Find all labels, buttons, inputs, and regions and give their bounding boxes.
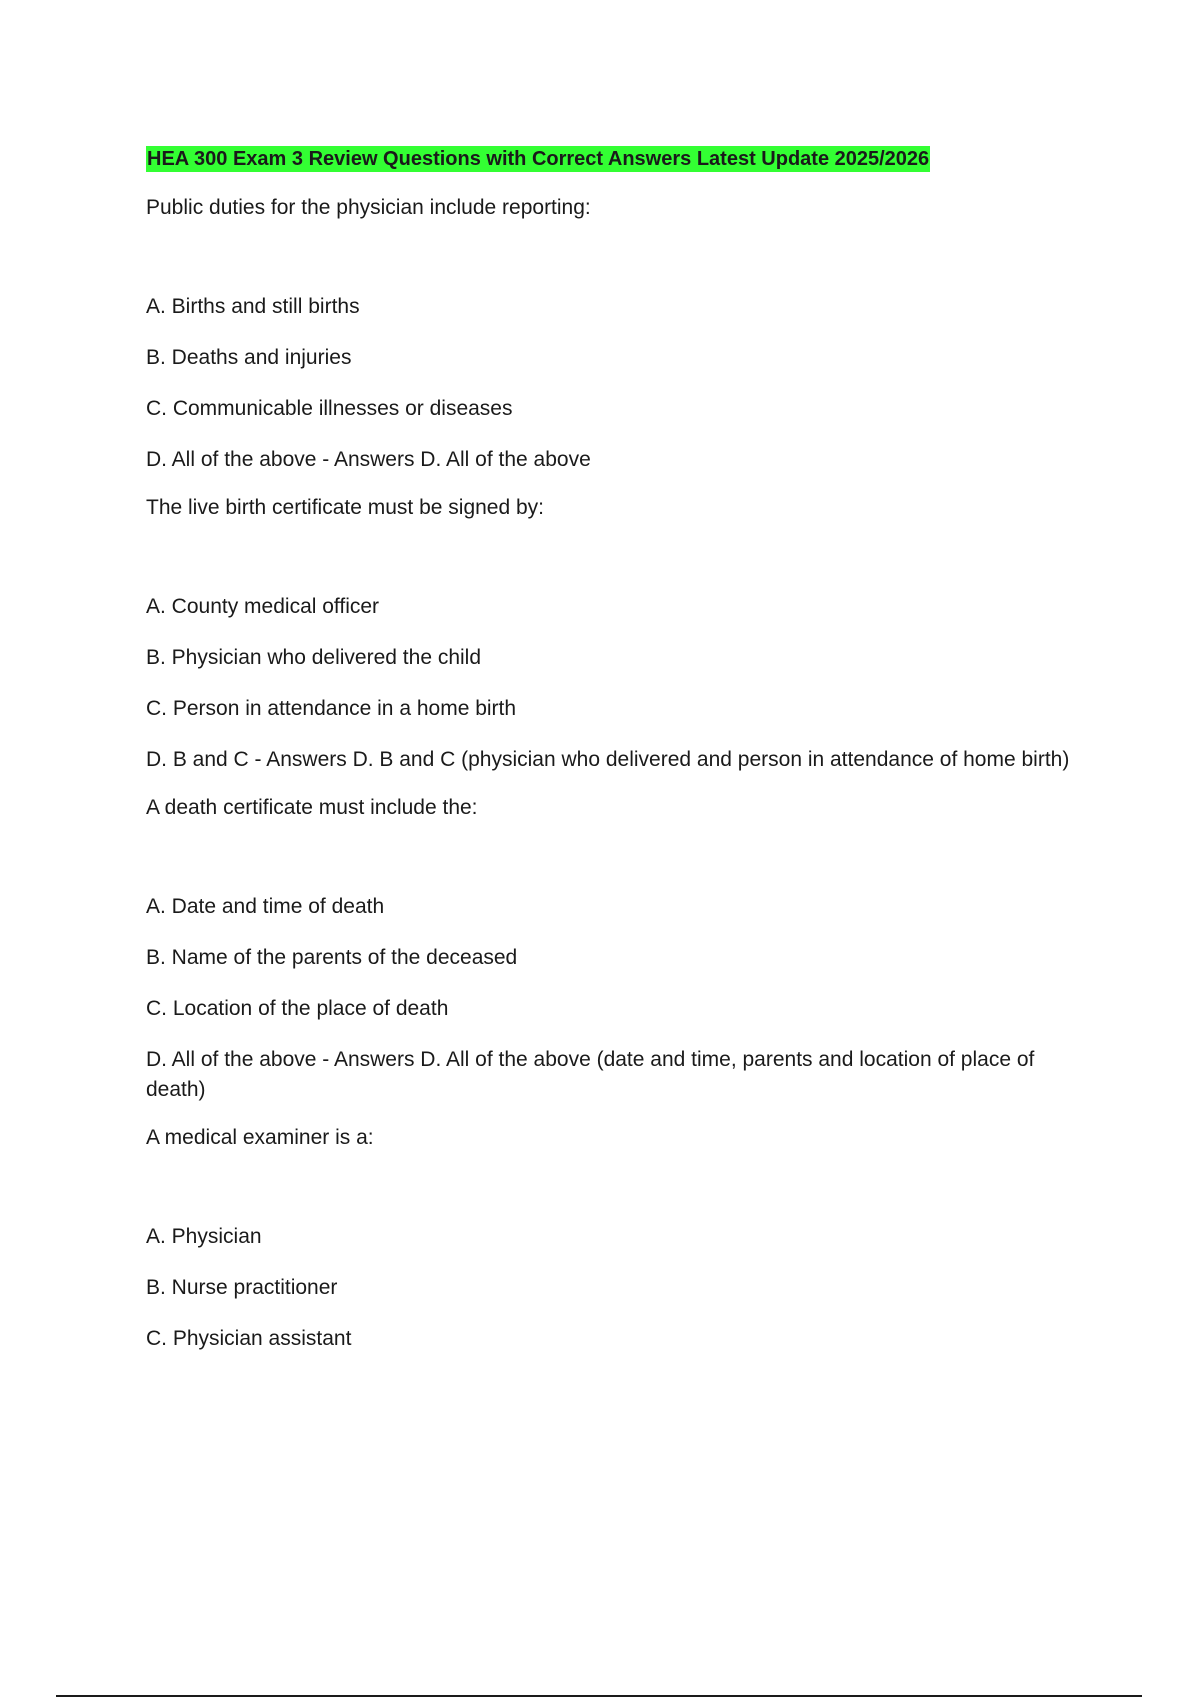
answer-option: A. County medical officer <box>146 595 380 618</box>
question-prompt: The live birth certificate must be signed by: <box>146 496 545 519</box>
document-title: HEA 300 Exam 3 Review Questions with Correct Answers Latest Update 2025/2026 <box>147 148 930 170</box>
answer-option: C. Communicable illnesses or diseases <box>146 397 513 420</box>
answer-option: B. Physician who delivered the child <box>146 646 482 669</box>
answer-option: A. Physician <box>146 1225 262 1248</box>
answer-option-correct: D. All of the above - Answers D. All of the above (date and time, parents and location of place of death) <box>146 1048 1035 1101</box>
question-prompt: Public duties for the physician include reporting: <box>146 196 591 219</box>
question-block <box>146 793 1086 1105</box>
footer-divider <box>56 1695 1142 1697</box>
question-block <box>146 1123 1086 1354</box>
answer-option: A. Births and still births <box>146 295 360 318</box>
answer-option: A. Date and time of death <box>146 895 385 918</box>
answer-option-correct: D. All of the above - Answers D. All of the above <box>146 448 591 471</box>
answer-option: C. Location of the place of death <box>146 997 449 1020</box>
answer-option: B. Nurse practitioner <box>146 1276 338 1299</box>
question-prompt: A medical examiner is a: <box>146 1126 374 1149</box>
answer-option: B. Name of the parents of the deceased <box>146 946 518 969</box>
answer-option: C. Physician assistant <box>146 1327 352 1350</box>
answer-option: C. Person in attendance in a home birth <box>146 697 517 720</box>
answer-option-correct: D. B and C - Answers D. B and C (physician who delivered and person in attendance of home birth) <box>146 748 1070 771</box>
question-block <box>146 493 1086 775</box>
question-block <box>146 193 1086 475</box>
document-content <box>146 146 1086 1375</box>
answer-option: B. Deaths and injuries <box>146 346 352 369</box>
question-prompt: A death certificate must include the: <box>146 796 478 819</box>
